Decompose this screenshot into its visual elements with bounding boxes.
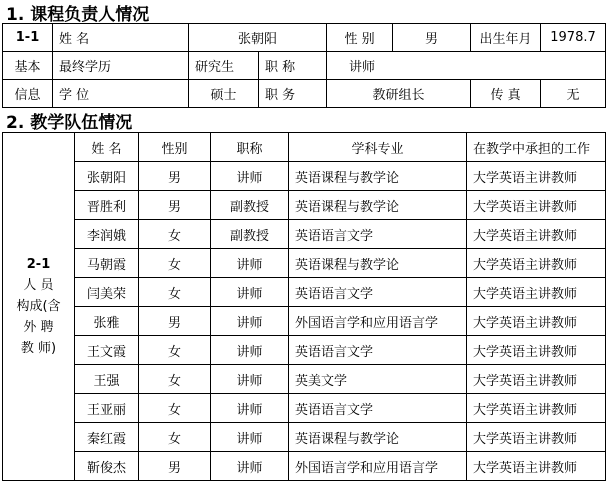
team-side-line2: 构成(含 [16, 299, 61, 314]
cell-title: 讲师 [211, 307, 289, 336]
cell-name: 晋胜利 [75, 191, 139, 220]
team-header-row [3, 133, 606, 162]
section1-title: 1. 课程负责人情况 [6, 5, 150, 25]
cell-gender: 女 [139, 278, 211, 307]
cell-work: 大学英语主讲教师 [467, 249, 606, 278]
cell-name: 王文霞 [75, 336, 139, 365]
cell-major: 英语课程与教学论 [289, 249, 467, 278]
title-label: 职 称 [259, 52, 327, 80]
team-side-line1: 人 员 [23, 278, 54, 293]
table-row [3, 423, 606, 452]
cell-major: 英语课程与教学论 [289, 162, 467, 191]
cell-work: 大学英语主讲教师 [467, 365, 606, 394]
cell-gender: 男 [139, 452, 211, 481]
cell-major: 英语语言文学 [289, 278, 467, 307]
team-side-code: 2-1 [26, 257, 51, 272]
cell-gender: 女 [139, 394, 211, 423]
cell-title: 讲师 [211, 365, 289, 394]
side-label-info: 信息 [3, 80, 53, 108]
side-label-basic: 基本 [3, 52, 53, 80]
cell-work: 大学英语主讲教师 [467, 191, 606, 220]
cell-work: 大学英语主讲教师 [467, 162, 606, 191]
degree-value: 硕士 [189, 80, 259, 108]
header-major: 学科专业 [289, 133, 467, 162]
cell-major: 英语语言文学 [289, 220, 467, 249]
section1-code: 1-1 [3, 24, 53, 52]
cell-gender: 男 [139, 162, 211, 191]
name-value: 张朝阳 [189, 24, 327, 52]
table-row [3, 365, 606, 394]
cell-name: 王强 [75, 365, 139, 394]
leader-row-degree [3, 80, 606, 108]
cell-name: 闫美荣 [75, 278, 139, 307]
leader-row-education [3, 52, 606, 80]
cell-work: 大学英语主讲教师 [467, 452, 606, 481]
cell-major: 英语语言文学 [289, 394, 467, 423]
cell-name: 王亚丽 [75, 394, 139, 423]
birth-value: 1978.7 [541, 24, 606, 52]
cell-title: 副教授 [211, 220, 289, 249]
header-work: 在教学中承担的工作 [467, 133, 606, 162]
cell-work: 大学英语主讲教师 [467, 307, 606, 336]
cell-title: 讲师 [211, 394, 289, 423]
table-row [3, 336, 606, 365]
table-row [3, 307, 606, 336]
table-row [3, 249, 606, 278]
name-label: 姓 名 [53, 24, 189, 52]
header-gender: 性别 [139, 133, 211, 162]
table-row [3, 162, 606, 191]
cell-major: 外国语言学和应用语言学 [289, 307, 467, 336]
header-name: 姓 名 [75, 133, 139, 162]
fax-label: 传 真 [471, 80, 541, 108]
cell-title: 讲师 [211, 423, 289, 452]
cell-work: 大学英语主讲教师 [467, 423, 606, 452]
cell-major: 外国语言学和应用语言学 [289, 452, 467, 481]
education-value: 研究生 [189, 52, 259, 80]
cell-gender: 男 [139, 307, 211, 336]
cell-work: 大学英语主讲教师 [467, 336, 606, 365]
cell-title: 副教授 [211, 191, 289, 220]
degree-label: 学 位 [53, 80, 189, 108]
cell-gender: 女 [139, 423, 211, 452]
post-label: 职 务 [259, 80, 327, 108]
fax-value: 无 [541, 80, 606, 108]
table-row [3, 452, 606, 481]
cell-gender: 女 [139, 220, 211, 249]
cell-gender: 女 [139, 249, 211, 278]
cell-major: 英语课程与教学论 [289, 191, 467, 220]
teaching-team-table [2, 132, 606, 481]
header-title: 职称 [211, 133, 289, 162]
birth-label: 出生年月 [471, 24, 541, 52]
cell-major: 英语语言文学 [289, 336, 467, 365]
section2-title: 2. 教学队伍情况 [6, 113, 133, 133]
cell-name: 马朝霞 [75, 249, 139, 278]
cell-major: 英语课程与教学论 [289, 423, 467, 452]
cell-title: 讲师 [211, 278, 289, 307]
gender-value: 男 [393, 24, 471, 52]
table-row [3, 278, 606, 307]
cell-title: 讲师 [211, 249, 289, 278]
cell-gender: 女 [139, 365, 211, 394]
cell-name: 李润娥 [75, 220, 139, 249]
title-value: 讲师 [327, 52, 606, 80]
cell-name: 秦红霞 [75, 423, 139, 452]
cell-title: 讲师 [211, 452, 289, 481]
cell-work: 大学英语主讲教师 [467, 220, 606, 249]
cell-work: 大学英语主讲教师 [467, 394, 606, 423]
cell-gender: 男 [139, 191, 211, 220]
table-row [3, 394, 606, 423]
education-label: 最终学历 [53, 52, 189, 80]
leader-row-name [3, 24, 606, 52]
team-side-line4: 教 师) [20, 341, 57, 356]
cell-name: 张朝阳 [75, 162, 139, 191]
cell-work: 大学英语主讲教师 [467, 278, 606, 307]
course-leader-table [2, 23, 606, 108]
cell-title: 讲师 [211, 336, 289, 365]
cell-name: 靳俊杰 [75, 452, 139, 481]
cell-major: 英美文学 [289, 365, 467, 394]
cell-gender: 女 [139, 336, 211, 365]
post-value: 教研组长 [327, 80, 471, 108]
cell-name: 张雅 [75, 307, 139, 336]
team-side-label [3, 133, 75, 481]
table-row [3, 191, 606, 220]
gender-label: 性 别 [327, 24, 393, 52]
cell-title: 讲师 [211, 162, 289, 191]
table-row [3, 220, 606, 249]
team-side-line3: 外 聘 [23, 320, 54, 335]
